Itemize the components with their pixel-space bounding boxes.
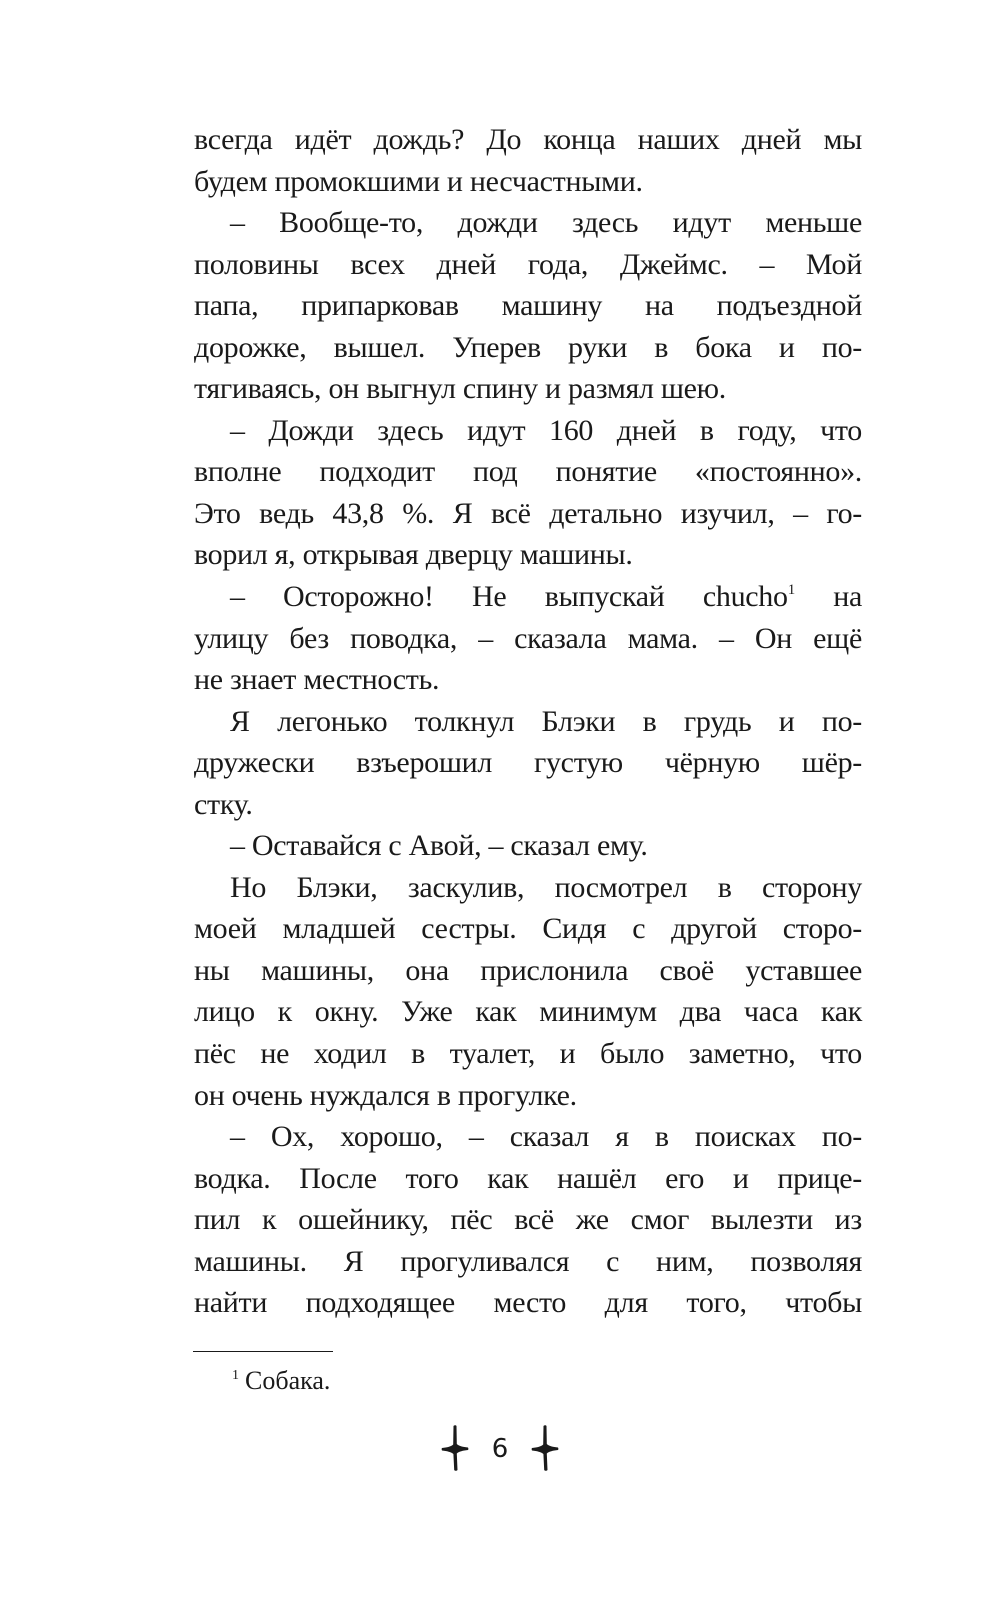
text-line: всегда идёт дождь? До конца наших дней мы (194, 123, 862, 156)
text-line: дорожке, вышел. Уперев руки в бока и по- (194, 330, 862, 364)
text-line: – Ох, хорошо, – сказал я в поисках по- (230, 1120, 862, 1154)
text-line: пил к ошейнику, пёс всё же смог вылезти из (194, 1203, 862, 1237)
text-line: будем промокшими и несчастными. (194, 164, 643, 198)
body-text (194, 119, 862, 1324)
text-line: – Вообще-то, дожди здесь идут меньше (230, 206, 862, 240)
text-line: ны машины, она прислонила своё уставшее (194, 953, 862, 987)
text-line: дружески взъерошил густую чёрную шёр- (194, 746, 862, 780)
page-number: 6 (491, 1434, 509, 1464)
text-line: улицу без поводка, – сказала мама. – Он ещё (194, 621, 862, 655)
sparkle-icon (440, 1424, 470, 1472)
footnote-text: Собака. (245, 1366, 331, 1395)
text-line: машины. Я прогуливался с ним, позволяя (194, 1244, 862, 1278)
footnote (232, 1366, 330, 1396)
text-line: – Дожди здесь идут 160 дней в году, что (230, 413, 862, 447)
text-line: моей младшей сестры. Сидя с другой сторо- (194, 912, 862, 946)
text-segment: – Осторожно! Не выпускай chucho (230, 580, 788, 614)
text-line: найти подходящее место для того, чтобы (194, 1286, 862, 1320)
footnote-divider (193, 1351, 333, 1352)
text-line: ворил я, открывая дверцу машины. (194, 538, 633, 572)
page-folio (0, 1418, 1000, 1478)
text-line: пёс не ходил в туалет, и было заметно, что (194, 1037, 862, 1071)
footnote-reference[interactable]: 1 (787, 582, 795, 599)
text-line: Я легонько толкнул Блэки в грудь и по- (230, 704, 862, 738)
text-line: водка. После того как нашёл его и прице- (194, 1161, 862, 1195)
text-line: Но Блэки, заскулив, посмотрел в сторону (230, 870, 862, 904)
text-line: стку. (194, 787, 253, 821)
text-line: вполне подходит под понятие «постоянно». (194, 455, 862, 489)
text-line: он очень нуждался в прогулке. (194, 1078, 577, 1112)
text-line-with-footnote-ref (194, 576, 862, 618)
text-line: половины всех дней года, Джеймс. – Мой (194, 247, 862, 281)
text-segment: на (794, 580, 862, 614)
text-line: не знает местность. (194, 663, 440, 697)
text-line: – Оставайся с Авой, – сказал ему. (230, 829, 648, 863)
text-line: тягиваясь, он выгнул спину и размял шею. (194, 372, 726, 406)
text-line: лицо к окну. Уже как минимум два часа как (194, 995, 862, 1029)
text-line: папа, припарковав машину на подъездной (194, 289, 862, 323)
text-line: Это ведь 43,8 %. Я всё детально изучил, – го- (194, 496, 862, 530)
footnote-marker: 1 (232, 1368, 239, 1383)
sparkle-icon (530, 1424, 560, 1472)
